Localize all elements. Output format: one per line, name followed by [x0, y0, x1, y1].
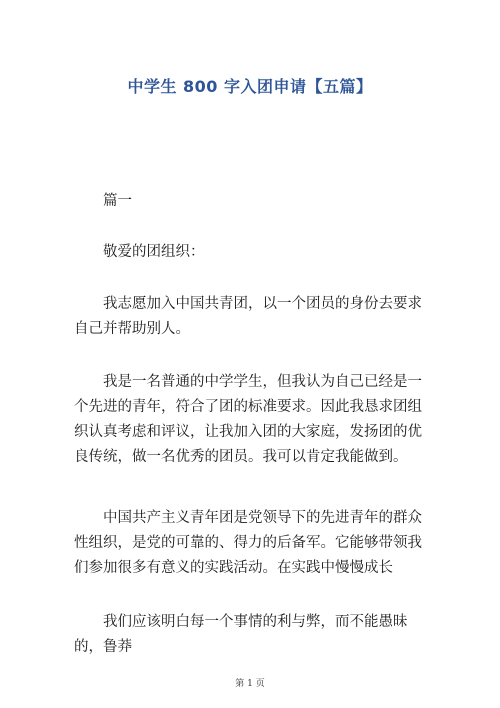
paragraph-3	[74, 506, 434, 581]
paragraph-text: 我是一名普通的中学学生，但我认为自己已经是一个先进的青年，符合了团的标准要求。因此我恳求团组织认真考虑和评议，让我加入团的大家庭，发扬团的优良传统，做一名优秀的团员。我可以肯定我能做到。	[74, 374, 422, 465]
paragraph-1	[74, 292, 434, 342]
paragraph-2	[74, 370, 434, 470]
section-heading-text: 篇一	[103, 193, 132, 209]
greeting-text: 敬爱的团组织：	[103, 244, 205, 260]
paragraph-4	[74, 610, 434, 660]
document-title: 中学生 800 字入团申请【五篇】	[127, 77, 373, 96]
page-number-footer: 第 1 页	[235, 679, 265, 689]
greeting	[74, 240, 434, 265]
paragraph-text: 我们应该明白每一个事情的利与弊，而不能愚昧的，鲁莽	[74, 614, 408, 655]
paragraph-text: 我志愿加入中国共青团，以一个团员的身份去要求自己并帮助别人。	[74, 296, 422, 337]
paragraph-text: 中国共产主义青年团是党领导下的先进青年的群众性组织，是党的可靠的、得力的后备军。它能够带领我们参加很多有意义的实践活动。在实践中慢慢成长	[74, 510, 422, 576]
section-heading	[74, 189, 434, 214]
